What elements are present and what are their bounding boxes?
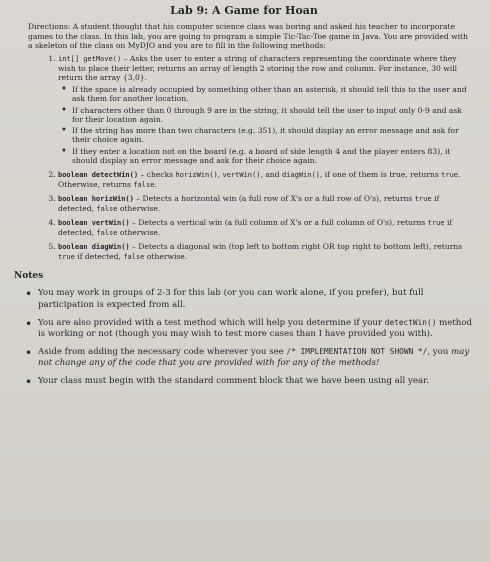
method-text: if detected, [58,194,440,213]
getmove-bullet: • If the string has more than two characters (e.g. 351), it should display an error message and ask for their choice again. [72,126,474,145]
method-text: , [217,170,223,180]
page-title: Lab 9: A Game for Hoan [170,4,318,17]
keyword-false: false [123,252,145,261]
method-text: otherwise. [117,203,161,213]
method-text: , and [260,170,282,180]
method-ref: diagWin() [281,171,320,180]
note-italic-warning: may not change any of the code that you are provided with for any of the methods! [38,347,470,369]
note-code: /* IMPLEMENTATION NOT SHOWN */ [286,347,428,357]
directions-label: Directions: [28,22,71,32]
method-text: – Detects a vertical win (a full column of X's or a full column of O's), returns [132,218,428,228]
keyword-false: false [96,228,118,237]
method-text: – Detects a diagonal win (top left to bottom right OR top right to bottom left), returns [132,242,463,252]
keyword-false: false [96,204,118,213]
method-item-detectwin [58,170,474,189]
method-text: – checks [140,170,176,180]
note-code: detectWin() [384,317,437,327]
method-signature: boolean horizWin() [58,195,134,204]
method-signature: boolean detectWin() [58,171,139,180]
method-text: . Otherwise, returns [58,170,461,189]
notes-heading: Notes [14,271,44,282]
keyword-true: true [414,195,432,204]
method-text: if detected, [58,218,453,237]
method-description: – Asks the user to enter a string of characters representing the coordinate where they wish to place their letter, returns an array of length 2 storing the row and column. For instance, 30 will return the array {3,0}. [58,54,458,82]
notes-list [14,288,474,387]
directions-text: A student thought that his computer science class was boring and asked his teacher to incorporate games to the class. In this lab, you are going to program a simple Tic-Tac-Toe game in Java. You are provided with a skeleton of the class on MyDJO and you are to fill in the following methods: [28,22,468,50]
method-text: – Detects a horizontal win (a full row of X's or a full row of O's), returns [136,194,415,204]
method-list [14,54,474,261]
method-text: otherwise. [117,227,161,237]
method-item-vertwin [58,218,474,237]
note-item [38,376,474,387]
note-item [38,318,474,340]
keyword-true: true [427,219,445,228]
method-ref: vertWin() [222,171,261,180]
method-text: otherwise. [144,251,188,261]
method-signature: int[] getMove() [58,55,122,64]
getmove-bullet: • If the space is already occupied by something other than an asterisk, it should tell this to the user and ask them for another location. [72,85,474,104]
method-item-horizwin [58,194,474,213]
keyword-false: false [133,180,155,189]
method-text: , if one of them is true, returns [319,170,442,180]
directions-paragraph [28,22,474,50]
getmove-bullet-list [58,85,474,165]
method-item-diagwin [58,242,474,261]
getmove-bullet: • If characters other than 0 through 9 are in the string, it should tell the user to input only 0-9 and ask for their location again. [72,106,474,125]
note-text: You may work in groups of 2-3 for this lab (or you can work alone, if you prefer), but full participation is expected from all. [38,288,424,310]
keyword-true: true [58,252,75,261]
note-text: method is working or not (though you may wish to test more cases than I have provided you with). [38,317,473,339]
method-item-getmove [58,54,474,165]
keyword-true: true [441,171,458,180]
method-text: if detected, [74,251,124,261]
getmove-bullet: • If they enter a location not on the board (e.g. a board of side length 4 and the player enters 83), it should display an error message and ask for their choice again. [72,147,474,166]
note-text: Your class must begin with the standard comment block that we have been using all year. [38,376,429,387]
note-text: , you [427,347,452,358]
note-text: Aside from adding the necessary code wherever you see [38,347,287,358]
method-signature: boolean diagWin() [58,243,130,252]
method-ref: horizWin() [175,171,218,180]
method-text: . [154,179,157,189]
note-item [38,347,474,369]
note-text: You are also provided with a test method which will help you determine if your [38,317,385,328]
note-item [38,288,474,310]
method-signature: boolean vertWin() [58,219,130,228]
